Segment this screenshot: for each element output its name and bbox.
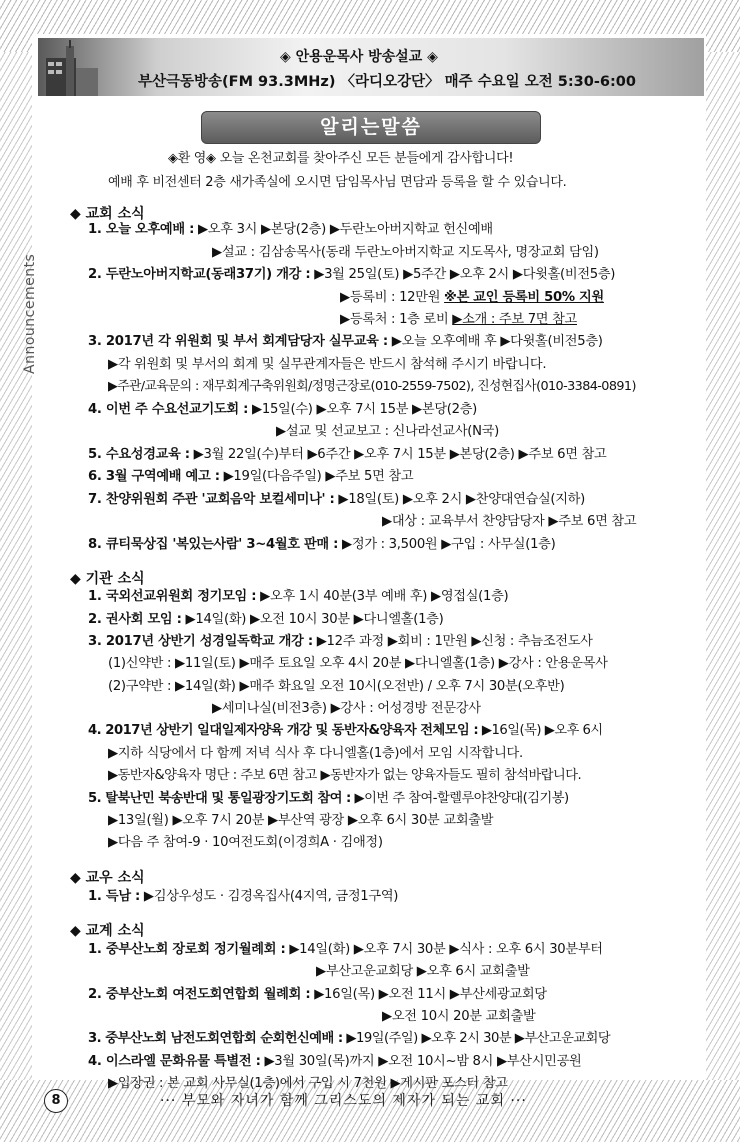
- list-item: ▶주관/교육문의 : 재무회계구축위원회/정명근장로(010-2559-7502), 진성현집사(010-3384-0891): [108, 379, 636, 394]
- list-item: 2. 권사회 모임 : ▶14일(화) ▶오전 10시 30분 ▶다니엘홀(1층): [88, 612, 444, 627]
- side-label: Announcements: [22, 253, 38, 374]
- list-item: 3. 2017년 상반기 성경일독학교 개강 : ▶12주 과정 ▶회비 : 1만원 ▶신청 : 추늠조전도사: [88, 634, 593, 649]
- list-item: ▶13일(월) ▶오후 7시 20분 ▶부산역 광장 ▶오후 6시 30분 교회출발: [108, 813, 494, 828]
- section-church-news: ◆ 교회 소식: [70, 206, 145, 222]
- page-number: 8: [44, 1089, 68, 1113]
- list-item: 4. 2017년 상반기 일대일제자양육 개강 및 동반자&양육자 전체모임 : ▶16일(목) ▶오후 6시: [88, 723, 603, 738]
- list-item: ▶부산고운교회당 ▶오후 6시 교회출발: [316, 964, 530, 979]
- list-item: ▶다음 주 참여-9 · 10여전도회(이경희A · 김애정): [108, 835, 383, 850]
- list-item: 1. 득남 : ▶김상우성도 · 김경옥집사(4지역, 금정1구역): [88, 889, 399, 904]
- list-item: ▶등록처 : 1층 로비 ▶소개 : 주보 7면 참고: [340, 312, 577, 327]
- list-item: (1)신약반 : ▶11일(토) ▶매주 토요일 오후 4시 20분 ▶다니엘홀(1층) ▶강사 : 안용운목사: [108, 656, 608, 671]
- welcome-line-1: ◈환 영◈ 오늘 온천교회를 찾아주신 모든 분들에게 감사합니다!: [168, 151, 514, 166]
- list-item: ▶입장권 : 본 교회 사무실(1층)에서 구입 시 7천원 ▶게시판 포스터 참고: [108, 1076, 508, 1091]
- list-item: ▶등록비 : 12만원 ※본 교인 등록비 50% 지원: [340, 290, 604, 305]
- welcome-line-2: 예배 후 비전센터 2층 새가족실에 오시면 담임목사님 면담과 등록을 할 수 있습니다.: [108, 175, 567, 190]
- list-item: ▶각 위원회 및 부서의 회계 및 실무관계자들은 반드시 참석해 주시기 바랍니다.: [108, 357, 547, 372]
- list-item: 1. 오늘 오후예배 : ▶오후 3시 ▶본당(2층) ▶두란노아버지학교 헌신예배: [88, 222, 493, 237]
- list-item: 5. 탈북난민 북송반대 및 통일광장기도회 참여 : ▶이번 주 참여-할렐루야찬양대(김기봉): [88, 791, 569, 806]
- right-hatch-border: [706, 52, 740, 1080]
- list-item: 7. 찬양위원회 주관 '교회음악 보컬세미나' : ▶18일(토) ▶오후 2시 ▶찬양대연습실(지하): [88, 492, 585, 507]
- list-item: 2. 두란노아버지학교(동래37기) 개강 : ▶3월 25일(토) ▶5주간 ▶오후 2시 ▶다윗홀(비전5층): [88, 267, 616, 282]
- section-org-news: ◆ 기관 소식: [70, 571, 145, 587]
- list-item: ▶동반자&양육자 명단 : 주보 6면 참고 ▶동반자가 없는 양육자들도 필히 참석바랍니다.: [108, 768, 582, 783]
- page-title: 알리는말씀: [201, 111, 541, 144]
- list-item: ▶지하 식당에서 다 함께 저녁 식사 후 다니엘홀(1층)에서 모임 시작합니다.: [108, 746, 523, 761]
- list-item: 8. 큐티묵상집 '복있는사람' 3~4월호 판매 : ▶정가 : 3,500원 ▶구입 : 사무실(1층): [88, 537, 556, 552]
- list-item: 1. 국외선교위원회 정기모임 : ▶오후 1시 40분(3부 예배 후) ▶영접실(1층): [88, 589, 509, 604]
- left-hatch-border: [0, 52, 32, 1080]
- list-item: ▶세미나실(비전3층) ▶강사 : 어성경방 전문강사: [212, 701, 481, 716]
- list-item: 3. 중부산노회 남전도회연합회 순회헌신예배 : ▶19일(주일) ▶오후 2시 30분 ▶부산고운교회당: [88, 1031, 611, 1046]
- list-item: 4. 이번 주 수요선교기도회 : ▶15일(수) ▶오후 7시 15분 ▶본당(2층): [88, 402, 477, 417]
- list-item: ▶오전 10시 20분 교회출발: [382, 1009, 536, 1024]
- list-item: 3. 2017년 각 위원회 및 부서 회계담당자 실무교육 : ▶오늘 오후예배 후 ▶다윗홀(비전5층): [88, 334, 603, 349]
- list-item: 1. 중부산노회 장로회 정기월례회 : ▶14일(화) ▶오후 7시 30분 ▶식사 : 오후 6시 30분부터: [88, 942, 603, 957]
- footer-motto: ··· 부모와 자녀가 함께 그리스도의 제자가 되는 교회 ···: [160, 1093, 527, 1109]
- church-building-image: [42, 40, 102, 96]
- list-item: ▶대상 : 교육부서 찬양담당자 ▶주보 6면 참고: [382, 514, 637, 529]
- banner-title: ◈ 안용운목사 방송설교 ◈: [280, 49, 438, 65]
- list-item: ▶설교 : 김삼송목사(동래 두란노아버지학교 지도목사, 명장교회 담임): [212, 245, 599, 260]
- list-item: (2)구약반 : ▶14일(화) ▶매주 화요일 오전 10시(오전반) / 오후 7시 30분(오후반): [108, 679, 565, 694]
- list-item: 2. 중부산노회 여전도회연합회 월례회 : ▶16일(목) ▶오전 11시 ▶부산세광교회당: [88, 987, 547, 1002]
- banner-broadcast-info: 부산극동방송(FM 93.3MHz) 〈라디오강단〉 매주 수요일 오전 5:30-6:00: [138, 74, 636, 90]
- list-item: 5. 수요성경교육 : ▶3월 22일(수)부터 ▶6주간 ▶오후 7시 15분 ▶본당(2층) ▶주보 6면 참고: [88, 447, 607, 462]
- list-item: ▶설교 및 선교보고 : 신나라선교사(N국): [276, 424, 499, 439]
- list-item: 4. 이스라엘 문화유물 특별전 : ▶3월 30일(목)까지 ▶오전 10시~밤 8시 ▶부산시민공원: [88, 1054, 582, 1069]
- list-item: 6. 3월 구역예배 예고 : ▶19일(다음주일) ▶주보 5면 참고: [88, 469, 414, 484]
- section-members-news: ◆ 교우 소식: [70, 870, 145, 886]
- section-denomination-news: ◆ 교계 소식: [70, 923, 145, 939]
